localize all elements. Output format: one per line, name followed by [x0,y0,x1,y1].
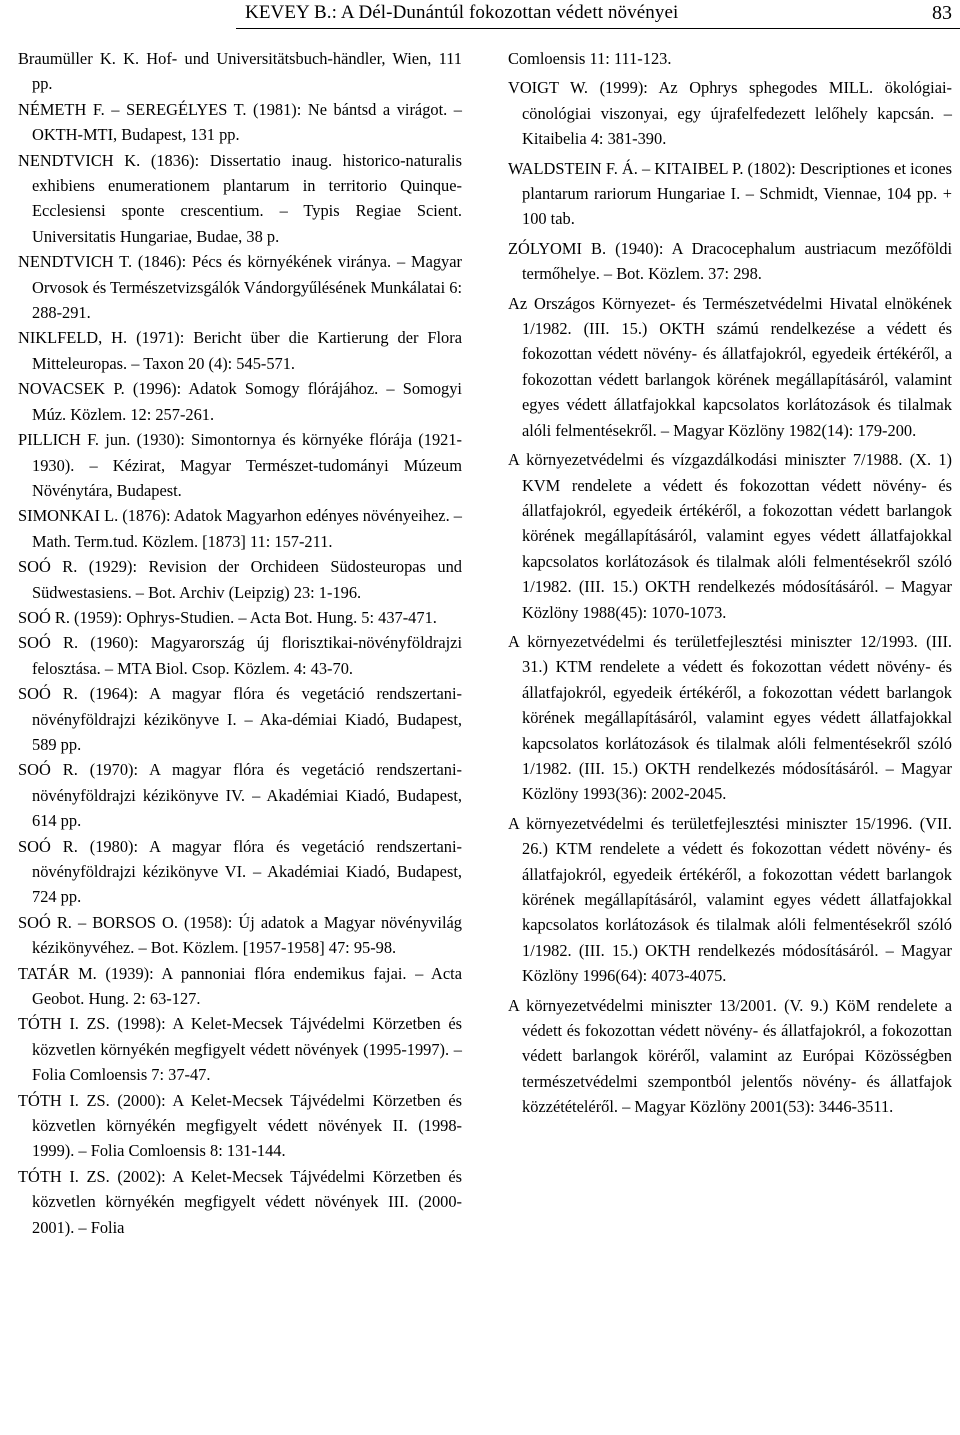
reference-entry: ZÓLYOMI B. (1940): A Dracocephalum austriacum mezőföldi termőhelye. – Bot. Közlem. 37: 298. [508,238,952,284]
reference-entry: VOIGT W. (1999): Az Ophrys sphegodes MILL. ökológiai-cönológiai viszonyai, egy újrafelfedezett lelőhely kapcsán. – Kitaibelia 4: 381-390. [508,78,952,149]
legislation-entry: A környezetvédelmi és területfejlesztési miniszter 12/1993. (III. 31.) KTM rendelete a védett és fokozottan védett növény- és állatfajokról, egyedeik értékéről, a fokozottan védett barlangok körének megállapításáról, valamint egyes védett állatfajokkal kapcsolatos korlátozások és tilalmak alóli felmentésekről szóló 1/1982. (III. 15.) OKTH rendelkezés módosításáról. – Magyar Közlöny 1993(36): 2002-2045. [508,631,952,804]
reference-entry: SOÓ R. (1959): Ophrys-Studien. – Acta Bot. Hung. 5: 437-471. [18,607,437,627]
reference-entry: TATÁR M. (1939): A pannoniai flóra endemikus fajai. – Acta Geobot. Hung. 2: 63-127. [18,963,462,1009]
running-title: KEVEY B.: A Dél-Dunántúl fokozottan védett növényei [245,2,679,23]
reference-entry: SIMONKAI L. (1876): Adatok Magyarhon edényes növényeihez. – Math. Term.tud. Közlem. [1873] 11: 157-211. [18,506,462,551]
references-left-column [18,46,462,1240]
reference-entry: TÓTH I. ZS. (2002): A Kelet-Mecsek Tájvédelmi Körzetben és közvetlen környékén megfigyelt védett növények III. (2000-2001). – Folia [18,1166,462,1237]
page-header [0,0,960,30]
reference-entry: NOVACSEK P. (1996): Adatok Somogy flórájához. – Somogyi Múz. Közlem. 12: 257-261. [18,379,462,424]
reference-entry: Comloensis 11: 111-123. [508,49,672,68]
reference-entry: PILLICH F. jun. (1930): Simontornya és környéke flórája (1921-1930). – Kézirat, Magyar Természet-tudományi Múzeum Növénytára, Budapest. [18,430,462,500]
reference-entry: SOÓ R. (1970): A magyar flóra és vegetáció rendszertani-növényföldrajzi kézikönyve IV. – Akadémiai Kiadó, Budapest, 614 pp. [18,760,462,831]
legislation-entry: A környezetvédelmi miniszter 13/2001. (V. 9.) KöM rendelete a védett és fokozottan védett növény- és állatfajokról, a fokozottan védett barlangok köréről, valamint az Európai Közösségben természetvédelmi szempontból jelentős növény- és állatfajok közzétételéről. – Magyar Közlöny 2001(53): 3446-3511. [508,995,952,1117]
reference-entry: NIKLFELD, H. (1971): Bericht über die Kartierung der Flora Mitteleuropas. – Taxon 20 (4): 545-571. [18,328,462,373]
reference-entry: SOÓ R. (1964): A magyar flóra és vegetáció rendszertani-növényföldrajzi kézikönyve I. – Aka-démiai Kiadó, Budapest, 589 pp. [18,684,462,754]
references-right-column [508,46,952,1124]
reference-entry: SOÓ R. (1960): Magyarország új florisztikai-növényföldrajzi felosztása. – MTA Biol. Csop. Közlem. 4: 43-70. [18,633,462,678]
reference-entry: TÓTH I. ZS. (1998): A Kelet-Mecsek Tájvédelmi Körzetben és közvetlen környékén megfigyelt védett növények (1995-1997). – Folia Comloensis 7: 37-47. [18,1014,462,1085]
reference-entry: NENDTVICH K. (1836): Dissertatio inaug. historico-naturalis exhibiens enumerationem plantarum in territorio Quinque-Ecclesiensi sponte crescentium. – Typis Regiae Scient. Universitatis Hungariae, Budae, 38 p. [18,150,462,246]
reference-entry: WALDSTEIN F. Á. – KITAIBEL P. (1802): Descriptiones et icones plantarum rariorum Hungariae I. – Schmidt, Viennae, 104 pp. + 100 tab. [508,158,952,229]
header-rule [236,28,960,29]
reference-entry: Braumüller K. K. Hof- und Universitätsbuch-händler, Wien, 111 pp. [18,49,462,94]
legislation-entry: Az Országos Környezet- és Természetvédelmi Hivatal elnökének 1/1982. (III. 15.) OKTH számú rendelkezése a védett és fokozottan védett növény- és állatfajokról, egyedeik értékéről, a fokozottan védett barlangok körének megállapításáról, valamint egyes védett állatfajokkal kapcsolatos korlátozások és tilalmak alóli felmentésekről. – Magyar Közlöny 1982(14): 179-200. [508,293,952,440]
legislation-entry: A környezetvédelmi és vízgazdálkodási miniszter 7/1988. (X. 1) KVM rendelete a védett és fokozottan védett növény- és állatfajokról, egyedeik értékéről, a fokozottan védett barlangok körének megállapításáról, valamint egyes védett állatfajokkal kapcsolatos korlátozások és tilalmak alóli felmentésekről szóló 1/1982. (III. 15.) OKTH rendelkezés módosításáról. – Magyar Közlöny 1988(45): 1070-1073. [508,450,952,622]
reference-entry: NÉMETH F. – SEREGÉLYES T. (1981): Ne bántsd a virágot. – OKTH-MTI, Budapest, 131 pp. [18,99,462,145]
page-number: 83 [932,2,952,24]
reference-entry: SOÓ R. – BORSOS O. (1958): Új adatok a Magyar növényvilág kézikönyvéhez. – Bot. Közlem. [1957-1958] 47: 95-98. [18,912,462,958]
reference-entry: TÓTH I. ZS. (2000): A Kelet-Mecsek Tájvédelmi Körzetben és közvetlen környékén megfigyelt védett növények II. (1998-1999). – Folia Comloensis 8: 131-144. [18,1090,462,1161]
reference-entry: SOÓ R. (1929): Revision der Orchideen Südosteuropas und Südwestasiens. – Bot. Archiv (Leipzig) 23: 1-196. [18,557,462,602]
legislation-entry: A környezetvédelmi és területfejlesztési miniszter 15/1996. (VII. 26.) KTM rendelete a védett és fokozottan védett növény- és állatfajokról, egyedeik értékéről, a fokozottan védett barlangok körének megállapításáról, valamint egyes védett állatfajokkal kapcsolatos korlátozások és tilalmak alóli felmentésekről szóló 1/1982. (III. 15.) OKTH rendelkezés módosításáról. – Magyar Közlöny 1996(64): 4073-4075. [508,813,952,986]
reference-entry: SOÓ R. (1980): A magyar flóra és vegetáció rendszertani-növényföldrajzi kézikönyve VI. – Akadémiai Kiadó, Budapest, 724 pp. [18,836,462,907]
reference-entry: NENDTVICH T. (1846): Pécs és környékének viránya. – Magyar Orvosok és Természetvizsgálók Vándorgyűlésének Munkálatai 6: 288-291. [18,252,462,323]
